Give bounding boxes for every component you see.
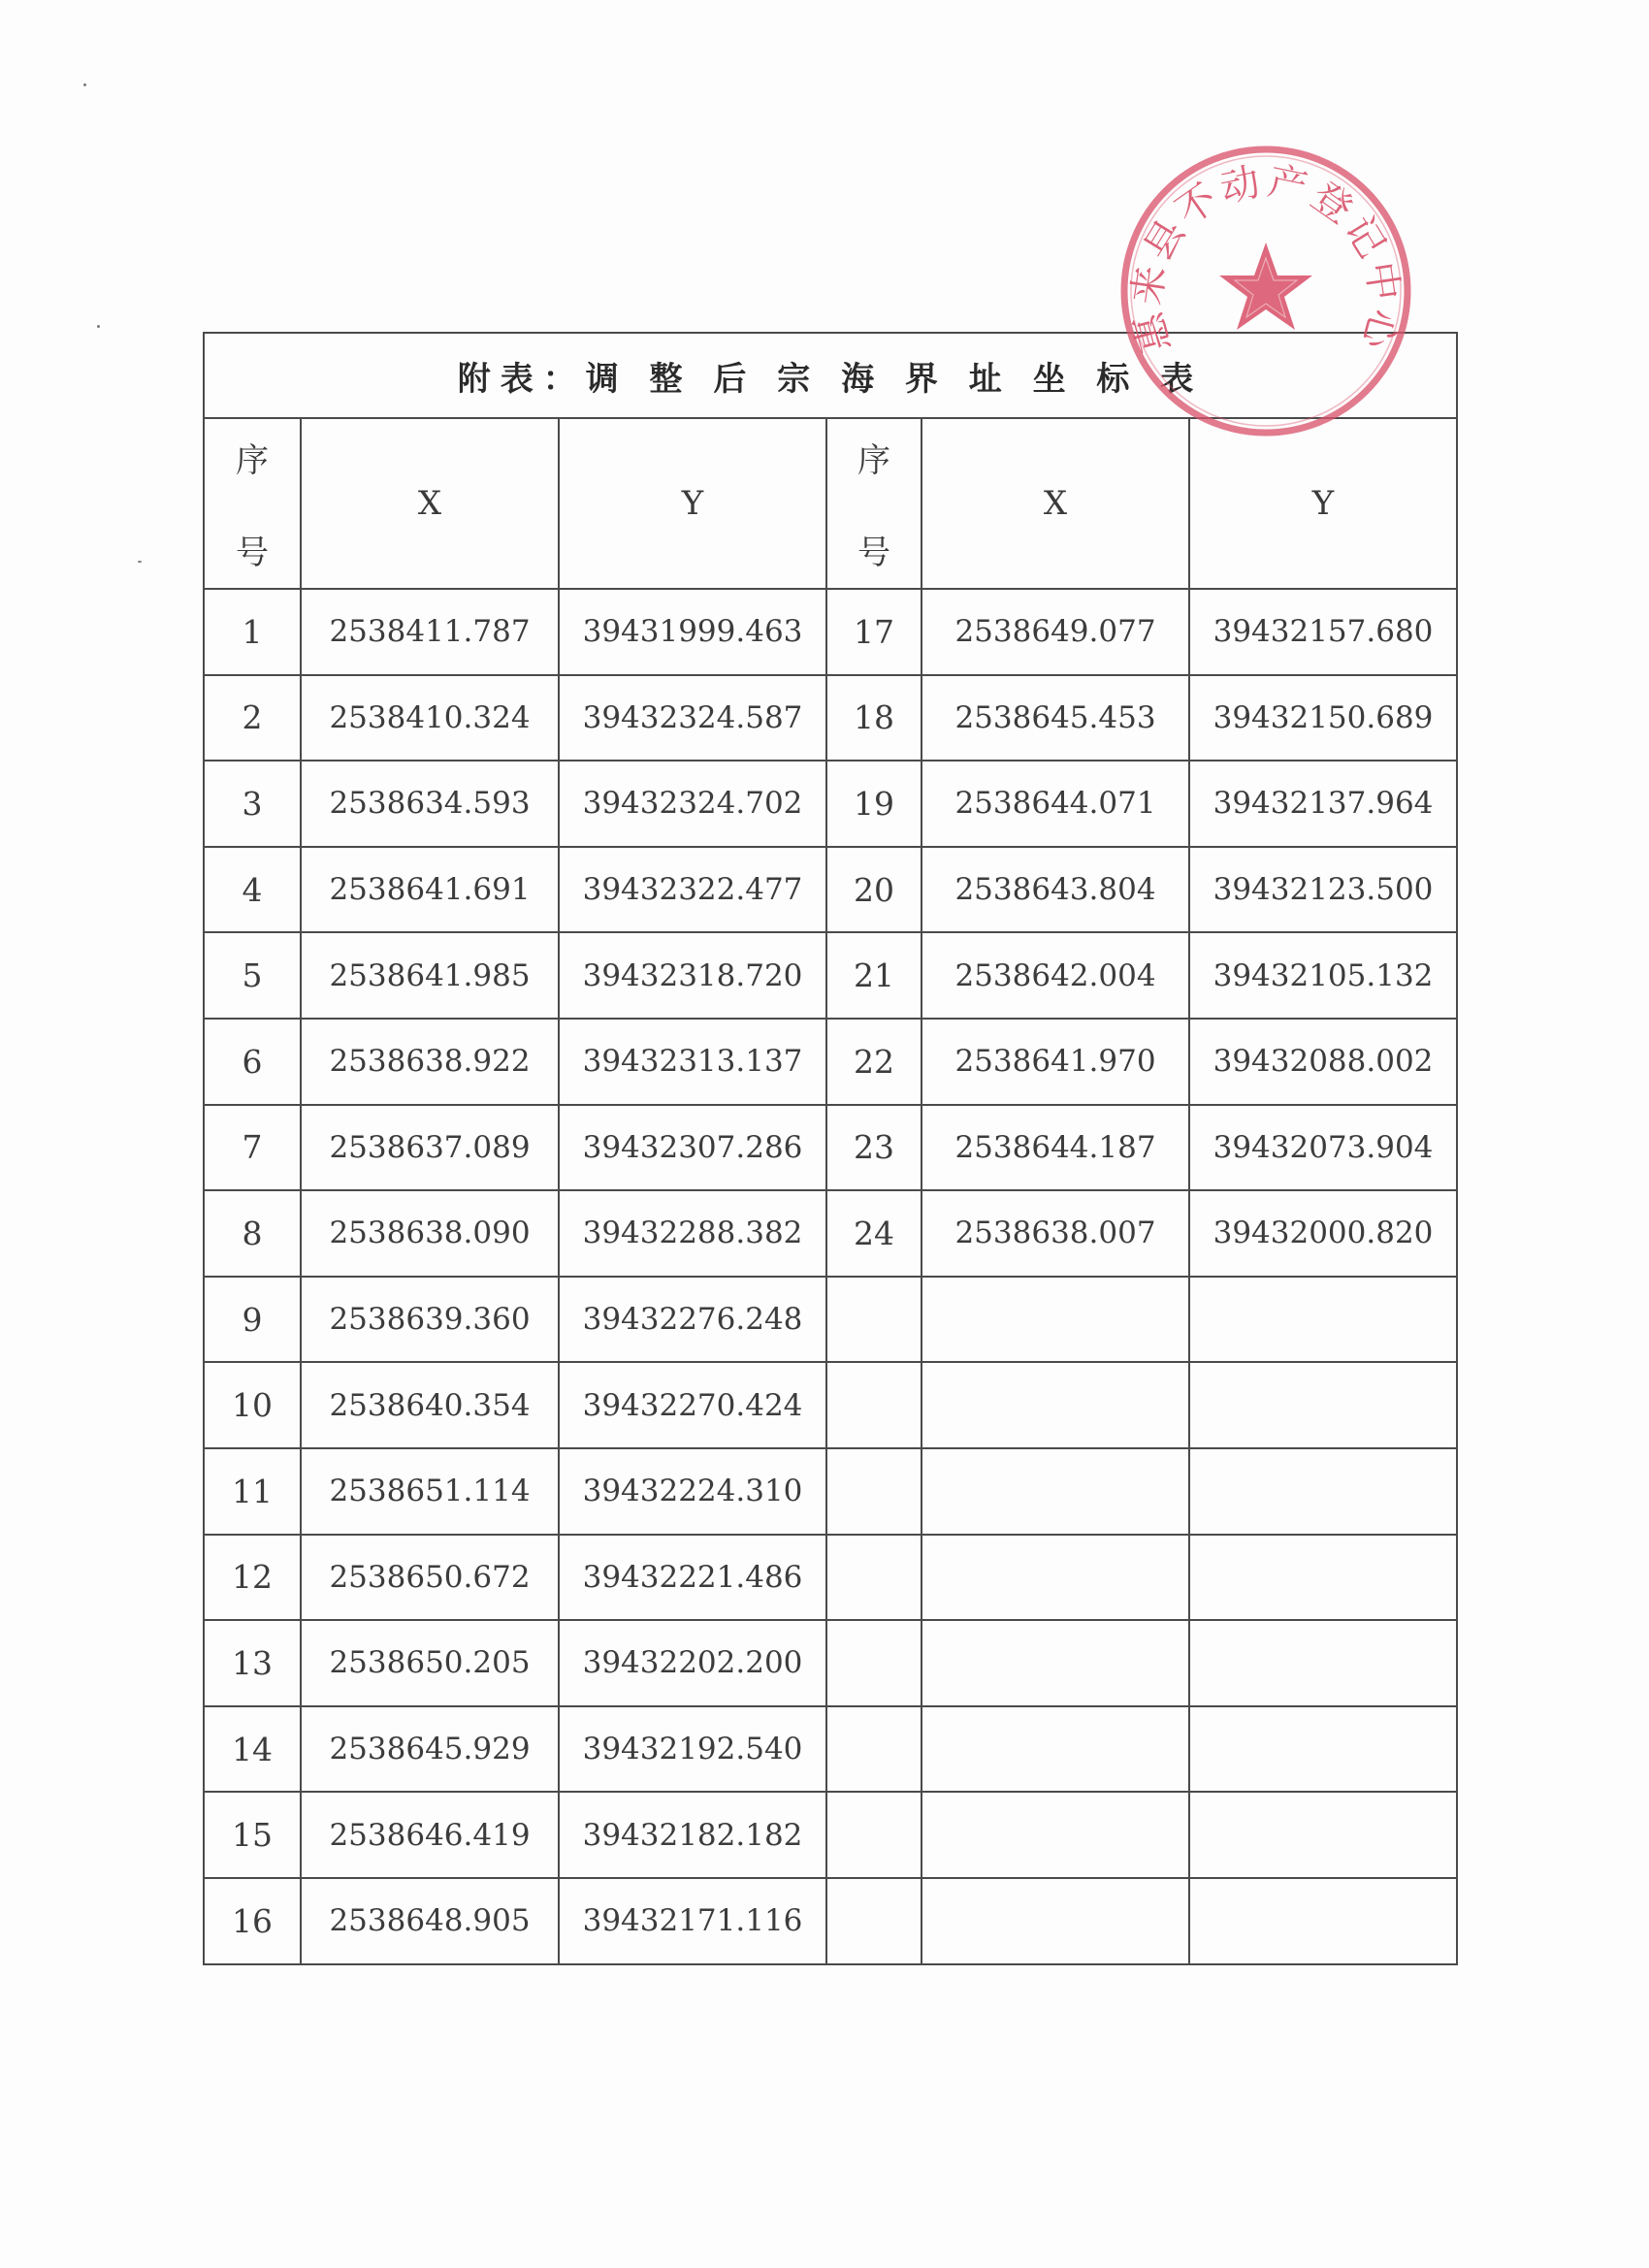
y-cell: 39432000.820 (1189, 1190, 1457, 1277)
x-cell: 2538634.593 (301, 761, 559, 847)
x-cell: 2538411.787 (301, 589, 559, 675)
y-cell: 39432276.248 (559, 1277, 826, 1363)
x-cell: 2538643.804 (922, 847, 1189, 933)
y-cell: 39432318.720 (559, 932, 826, 1019)
seq-cell: 21 (826, 932, 922, 1019)
x-cell: 2538649.077 (922, 589, 1189, 675)
y-cell: 39432171.116 (559, 1878, 826, 1964)
y-cell: 39432157.680 (1189, 589, 1457, 675)
seq-cell: 10 (204, 1362, 301, 1448)
seq-cell: 12 (204, 1535, 301, 1621)
seq-cell (826, 1448, 922, 1535)
y-header-right: Y (1189, 418, 1457, 589)
table-row (204, 1277, 1457, 1363)
x-cell: 2538644.187 (922, 1105, 1189, 1191)
y-header-left: Y (559, 418, 826, 589)
seq-cell (826, 1362, 922, 1448)
x-cell: 2538640.354 (301, 1362, 559, 1448)
x-cell (922, 1277, 1189, 1363)
seq-header-char: 号 (236, 534, 269, 572)
y-cell: 39432324.587 (559, 675, 826, 761)
table-row (204, 761, 1457, 847)
table-row (204, 1019, 1457, 1105)
x-cell: 2538638.922 (301, 1019, 559, 1105)
table-row (204, 1792, 1457, 1878)
table-row (204, 675, 1457, 761)
x-cell: 2538641.691 (301, 847, 559, 933)
seq-header-char: 序 (236, 441, 269, 480)
y-cell: 39432150.689 (1189, 675, 1457, 761)
x-header-right: X (922, 418, 1189, 589)
x-cell: 2538650.672 (301, 1535, 559, 1621)
seq-cell: 4 (204, 847, 301, 933)
seq-cell (826, 1277, 922, 1363)
table-row (204, 1190, 1457, 1277)
x-cell: 2538642.004 (922, 932, 1189, 1019)
y-cell: 39432105.132 (1189, 932, 1457, 1019)
y-cell (1189, 1878, 1457, 1964)
y-cell: 39432324.702 (559, 761, 826, 847)
x-cell: 2538638.090 (301, 1190, 559, 1277)
y-cell: 39432224.310 (559, 1448, 826, 1535)
scan-speck (138, 561, 142, 563)
y-cell (1189, 1706, 1457, 1793)
y-cell: 39432322.477 (559, 847, 826, 933)
table-row (204, 1620, 1457, 1706)
x-cell: 2538641.970 (922, 1019, 1189, 1105)
seq-header-char: 序 (857, 441, 890, 480)
y-cell (1189, 1535, 1457, 1621)
x-cell (922, 1792, 1189, 1878)
y-cell: 39432182.182 (559, 1792, 826, 1878)
y-cell: 39432192.540 (559, 1706, 826, 1793)
seq-cell: 11 (204, 1448, 301, 1535)
y-cell: 39432073.904 (1189, 1105, 1457, 1191)
x-cell (922, 1535, 1189, 1621)
seq-cell: 24 (826, 1190, 922, 1277)
x-cell (922, 1362, 1189, 1448)
table-row (204, 1105, 1457, 1191)
seq-header-left (204, 418, 301, 589)
table-title-row (204, 333, 1457, 418)
x-header-left: X (301, 418, 559, 589)
x-cell (922, 1878, 1189, 1964)
x-cell: 2538638.007 (922, 1190, 1189, 1277)
seq-cell (826, 1706, 922, 1793)
y-cell (1189, 1792, 1457, 1878)
seq-cell: 8 (204, 1190, 301, 1277)
seq-cell (826, 1792, 922, 1878)
seq-cell: 17 (826, 589, 922, 675)
y-cell (1189, 1277, 1457, 1363)
seq-cell: 15 (204, 1792, 301, 1878)
seq-cell: 13 (204, 1620, 301, 1706)
x-cell: 2538410.324 (301, 675, 559, 761)
seq-cell: 9 (204, 1277, 301, 1363)
table-row (204, 1706, 1457, 1793)
table-row (204, 1448, 1457, 1535)
boundary-coordinate-table (203, 332, 1458, 1965)
y-cell: 39432288.382 (559, 1190, 826, 1277)
x-cell: 2538641.985 (301, 932, 559, 1019)
x-cell: 2538644.071 (922, 761, 1189, 847)
scan-speck (97, 325, 100, 328)
x-cell: 2538639.360 (301, 1277, 559, 1363)
seq-cell: 22 (826, 1019, 922, 1105)
seq-cell (826, 1620, 922, 1706)
seq-cell (826, 1535, 922, 1621)
seq-cell: 23 (826, 1105, 922, 1191)
y-cell: 39431999.463 (559, 589, 826, 675)
y-cell: 39432313.137 (559, 1019, 826, 1105)
table-row (204, 847, 1457, 933)
x-cell: 2538650.205 (301, 1620, 559, 1706)
y-cell: 39432307.286 (559, 1105, 826, 1191)
x-cell: 2538645.929 (301, 1706, 559, 1793)
scan-speck (83, 83, 86, 86)
y-cell: 39432221.486 (559, 1535, 826, 1621)
table-row (204, 932, 1457, 1019)
y-cell: 39432123.500 (1189, 847, 1457, 933)
x-cell: 2538648.905 (301, 1878, 559, 1964)
seq-cell: 5 (204, 932, 301, 1019)
seq-cell: 16 (204, 1878, 301, 1964)
y-cell: 39432202.200 (559, 1620, 826, 1706)
table-title: 附表：调 整 后 宗 海 界 址 坐 标 表 (204, 333, 1457, 418)
x-cell (922, 1620, 1189, 1706)
seq-cell (826, 1878, 922, 1964)
table-row (204, 589, 1457, 675)
star-icon (1219, 243, 1312, 330)
x-cell: 2538646.419 (301, 1792, 559, 1878)
seq-cell: 18 (826, 675, 922, 761)
table-row (204, 1535, 1457, 1621)
x-cell: 2538645.453 (922, 675, 1189, 761)
seq-cell: 14 (204, 1706, 301, 1793)
seq-cell: 20 (826, 847, 922, 933)
seq-header-right (826, 418, 922, 589)
y-cell (1189, 1620, 1457, 1706)
seq-cell: 1 (204, 589, 301, 675)
y-cell: 39432270.424 (559, 1362, 826, 1448)
x-cell: 2538637.089 (301, 1105, 559, 1191)
x-cell (922, 1706, 1189, 1793)
seq-cell: 7 (204, 1105, 301, 1191)
seal-text: 惠来县不动产登记中心 (1124, 158, 1407, 358)
x-cell: 2538651.114 (301, 1448, 559, 1535)
seq-cell: 2 (204, 675, 301, 761)
seq-cell: 3 (204, 761, 301, 847)
x-cell (922, 1448, 1189, 1535)
table-row (204, 1878, 1457, 1964)
seq-cell: 19 (826, 761, 922, 847)
y-cell: 39432088.002 (1189, 1019, 1457, 1105)
table-row (204, 1362, 1457, 1448)
y-cell: 39432137.964 (1189, 761, 1457, 847)
y-cell (1189, 1362, 1457, 1448)
seq-cell: 6 (204, 1019, 301, 1105)
y-cell (1189, 1448, 1457, 1535)
seq-header-char: 号 (857, 534, 890, 572)
table-header-row (204, 418, 1457, 589)
